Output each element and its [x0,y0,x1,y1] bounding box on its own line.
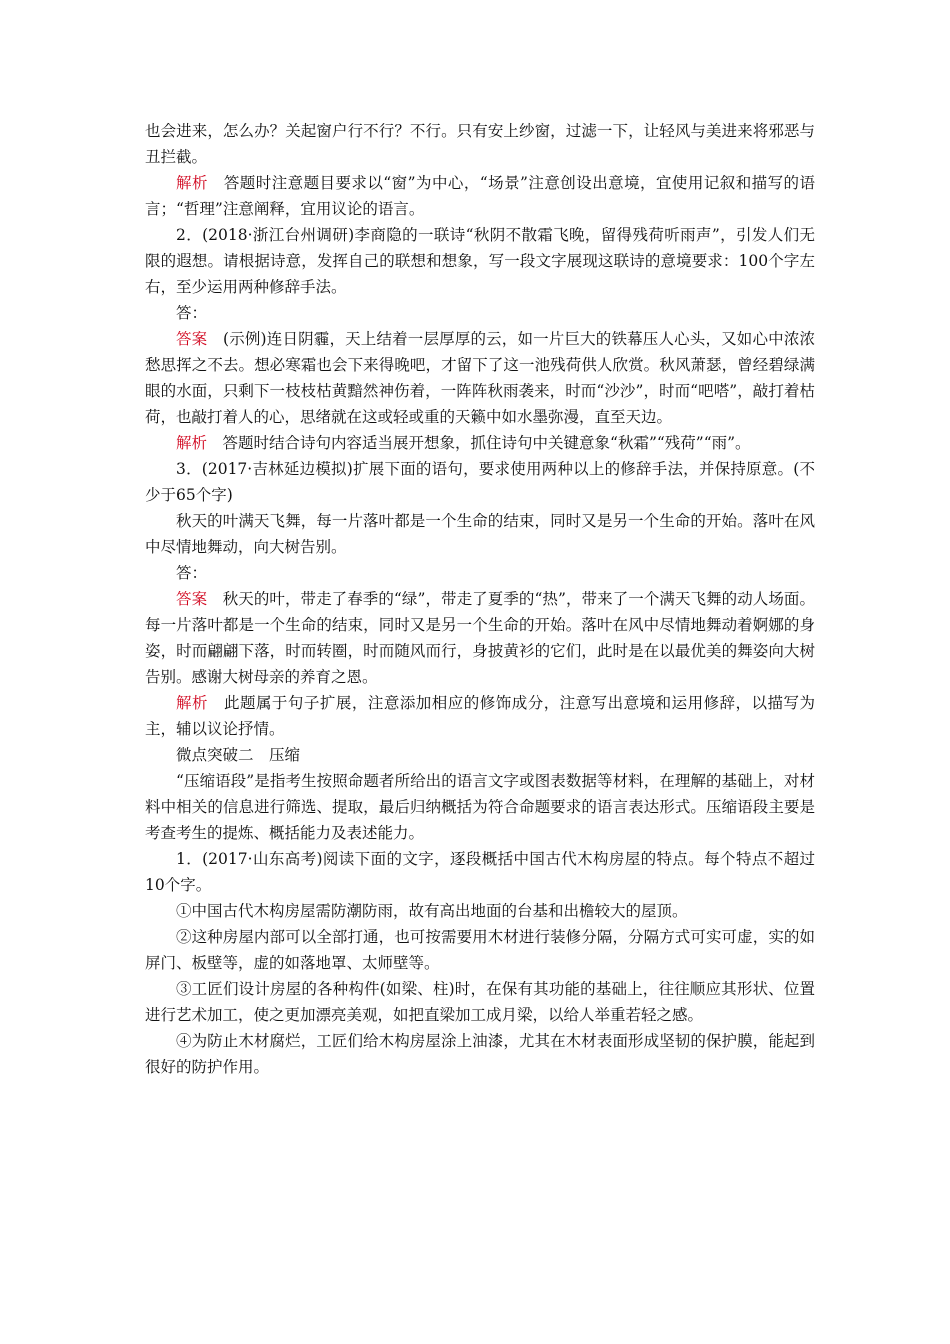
answer-label: 答案 [176,330,208,348]
paragraph-text: 答： [176,304,208,322]
paragraph-text: ②这种房屋内部可以全部打通，也可按需要用木材进行装修分隔，分隔方式可实可虚，实的如屏门、板壁等，虚的如落地罩、太师壁等。 [145,928,815,972]
paragraph-text: 3．(2017·吉林延边模拟)扩展下面的语句，要求使用两种以上的修辞手法，并保持原意。(不少于65个字) [145,460,815,504]
section-intro [145,768,815,846]
paragraph-text: ①中国古代木构房屋需防潮防雨，故有高出地面的台基和出檐较大的屋顶。 [176,902,688,920]
reading-item-4 [145,1028,815,1080]
paragraph-text: 微点突破二 压缩 [176,746,301,764]
answer-prompt [145,300,815,326]
paragraph-text: 2．(2018·浙江台州调研)李商隐的一联诗“秋阴不散霜飞晚，留得残荷听雨声”，引发人们无限的遐想。请根据诗意，发挥自己的联想和想象，写一段文字展现这联诗的意境要求：100个字左右，至少运用两种修辞手法。 [145,226,815,296]
paragraph-1 [145,118,815,170]
paragraph-text: 1．(2017·山东高考)阅读下面的文字，逐段概括中国古代木构房屋的特点。每个特点不超过10个字。 [145,850,815,894]
paragraph-text: “压缩语段”是指考生按照命题者所给出的语言文字或图表数据等材料，在理解的基础上，对材料中相关的信息进行筛选、提取，最后归纳概括为符合命题要求的语言表达形式。压缩语段主要是考查考生的提炼、概括能力及表述能力。 [145,772,815,842]
question-3 [145,456,815,508]
question-1 [145,846,815,898]
analysis-label: 解析 [176,694,208,712]
reading-item-2 [145,924,815,976]
answer-paragraph [145,326,815,430]
paragraph-text: 答题时结合诗句内容适当展开想象，抓住诗句中关键意象“秋霜”“残荷”“雨”。 [207,434,751,452]
document-body [145,118,815,1080]
answer-prompt [145,560,815,586]
analysis-paragraph [145,430,815,456]
paragraph-text: 秋天的叶，带走了春季的“绿”，带走了夏季的“热”，带来了一个满天飞舞的动人场面。每一片落叶都是一个生命的结束，同时又是另一个生命的开始。落叶在风中尽情地舞动着婀娜的身姿，时而翩翩下落，时而转圈，时而随风而行，身披黄衫的它们，此时是在以最优美的舞姿向大树告别。感谢大树母亲的养育之恩。 [145,590,815,686]
paragraph-text: 此题属于句子扩展，注意添加相应的修饰成分，注意写出意境和运用修辞，以描写为主，辅以议论抒情。 [145,694,815,738]
paragraph-2 [145,170,815,222]
answer-label: 答案 [176,590,208,608]
paragraph-text: 答： [176,564,208,582]
paragraph-text: ③工匠们设计房屋的各种构件(如梁、柱)时，在保有其功能的基础上，往往顺应其形状、位置进行艺术加工，使之更加漂亮美观，如把直梁加工成月梁，以给人举重若轻之感。 [145,980,815,1024]
paragraph-text: ④为防止木材腐烂，工匠们给木构房屋涂上油漆，尤其在木材表面形成坚韧的保护膜，能起到很好的防护作用。 [145,1032,815,1076]
analysis-label: 解析 [176,174,208,192]
answer-paragraph [145,586,815,690]
analysis-label: 解析 [176,434,208,452]
source-sentence [145,508,815,560]
paragraph-text: 也会进来，怎么办？关起窗户行不行？不行。只有安上纱窗，过滤一下，让轻风与美进来将邪恶与丑拦截。 [145,122,815,166]
paragraph-text: 秋天的叶满天飞舞，每一片落叶都是一个生命的结束，同时又是另一个生命的开始。落叶在风中尽情地舞动，向大树告别。 [145,512,815,556]
paragraph-text: (示例)连日阴霾，天上结着一层厚厚的云，如一片巨大的铁幕压人心头，又如心中浓浓愁思挥之不去。想必寒霜也会下来得晚吧，才留下了这一池残荷供人欣赏。秋风萧瑟，曾经碧绿满眼的水面，只剩下一枝枝枯黄黯然神伤着，一阵阵秋雨袭来，时而“沙沙”，时而“吧嗒”，敲打着枯荷，也敲打着人的心，思绪就在这或轻或重的天籁中如水墨弥漫，直至天边。 [145,330,815,426]
section-heading [145,742,815,768]
reading-item-1 [145,898,815,924]
question-2 [145,222,815,300]
paragraph-text: 答题时注意题目要求以“窗”为中心，“场景”注意创设出意境，宜使用记叙和描写的语言；“哲理”注意阐释，宜用议论的语言。 [145,174,815,218]
reading-item-3 [145,976,815,1028]
analysis-paragraph [145,690,815,742]
